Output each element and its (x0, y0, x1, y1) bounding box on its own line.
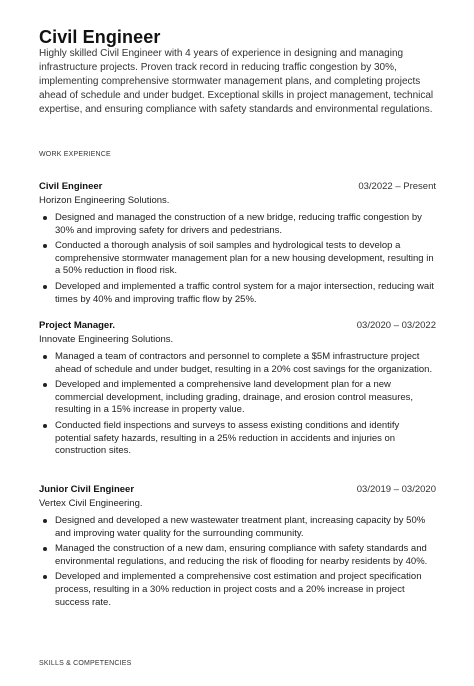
bullet-item: Conducted field inspections and surveys to assess existing conditions and identify potential safety hazards, resulting in a 25% reduction in accidents and injuries on construction sites. (39, 420, 436, 458)
bullet-item: Designed and managed the construction of a new bridge, reducing traffic congestion by 30% and improving safety for drivers and pedestrians. (39, 212, 436, 237)
company-name: Vertex Civil Engineering. (39, 498, 143, 509)
job-title: Junior Civil Engineer (39, 484, 135, 495)
bullet-icon (43, 355, 47, 359)
skills-heading: SKILLS & COMPETENCIES (39, 660, 132, 667)
bullet-icon (43, 383, 47, 387)
candidate-title: Civil Engineer (39, 27, 161, 47)
bullet-icon (43, 519, 47, 523)
job-bullets (39, 515, 436, 609)
work-experience-heading: WORK EXPERIENCE (39, 151, 111, 158)
bullet-icon (43, 575, 47, 579)
company-name: Innovate Engineering Solutions. (39, 334, 174, 345)
professional-summary: Highly skilled Civil Engineer with 4 years of experience in designing and managing infrastructure projects. Proven track record in reducing traffic congestion by 30%, implementing comprehensive stormwater management plans, and completing projects ahead of schedule and under budget. Exceptional skills in project management, technical expertise, and ensuring compliance with safety standards and environmental regulations. (39, 48, 434, 115)
bullet-icon (43, 244, 47, 248)
bullet-icon (43, 216, 47, 220)
job-bullets (39, 212, 436, 306)
job-dates: 03/2019 – 03/2020 (356, 484, 436, 495)
bullet-item: Developed and implemented a comprehensive land development plan for a new commercial development, including grading, drainage, and erosion control measures, resulting in a 15% increase in property value. (39, 379, 436, 417)
job-dates: 03/2020 – 03/2022 (356, 320, 436, 331)
job-title: Civil Engineer (39, 181, 103, 192)
bullet-icon (43, 424, 47, 428)
job-entry (39, 320, 436, 458)
bullet-item: Developed and implemented a traffic control system for a major intersection, reducing wait times by 40% and improving traffic flow by 25%. (39, 281, 436, 306)
bullet-item: Developed and implemented a comprehensive cost estimation and project specification process, resulting in a 30% reduction in project costs and a 20% increase in project success rate. (39, 571, 436, 609)
job-entry (39, 484, 436, 609)
bullet-item: Conducted a thorough analysis of soil samples and hydrological tests to develop a comprehensive stormwater management plan for a new housing development, resulting in a 50% reduction in flood risk. (39, 240, 436, 278)
job-dates: 03/2022 – Present (358, 181, 436, 192)
job-title: Project Manager. (39, 320, 116, 331)
bullet-icon (43, 547, 47, 551)
bullet-item: Designed and developed a new wastewater treatment plant, increasing capacity by 50% and improving water quality for the surrounding community. (39, 515, 436, 540)
bullet-item: Managed a team of contractors and personnel to complete a $5M infrastructure project ahead of schedule and under budget, resulting in a 20% cost savings for the organization. (39, 351, 436, 376)
company-name: Horizon Engineering Solutions. (39, 195, 170, 206)
bullet-icon (43, 285, 47, 289)
bullet-item: Managed the construction of a new dam, ensuring compliance with safety standards and environmental regulations, and reducing the risk of flooding for nearby residents by 40%. (39, 543, 436, 568)
job-bullets (39, 351, 436, 458)
job-entry (39, 181, 436, 306)
